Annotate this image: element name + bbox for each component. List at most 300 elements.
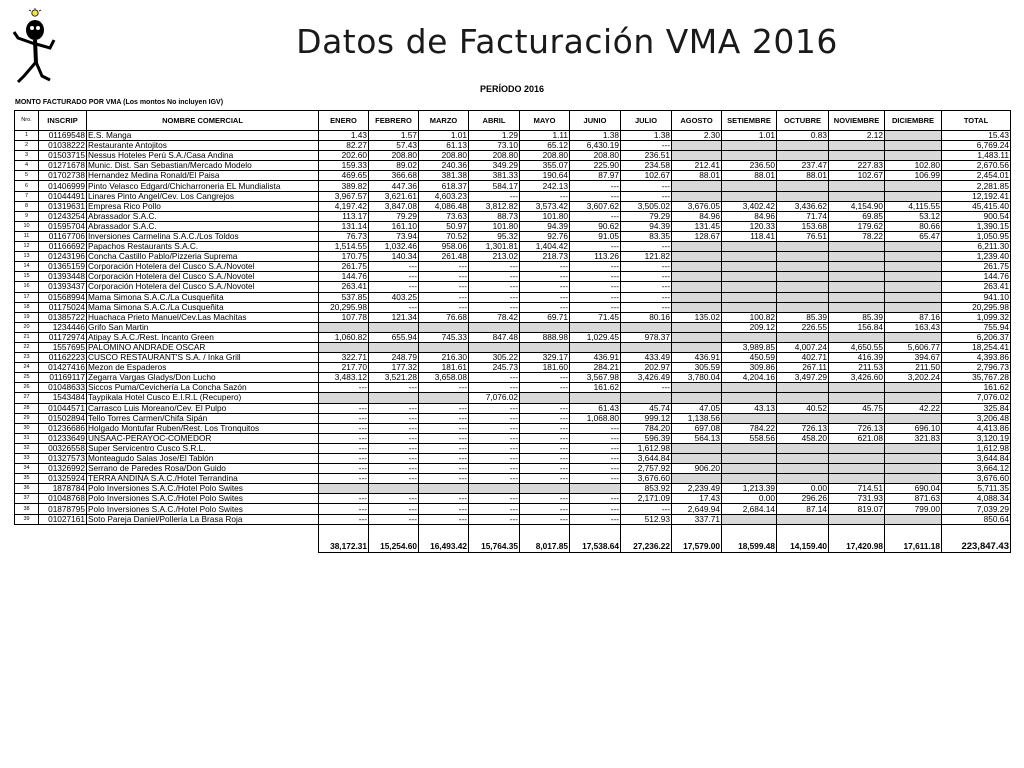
column-header: TOTAL xyxy=(942,111,1011,131)
table-cell: 113.17 xyxy=(319,211,369,221)
table-cell: Serrano de Paredes Rosa/Don Guido xyxy=(87,464,319,474)
table-cell: 225.90 xyxy=(570,161,621,171)
table-row xyxy=(15,242,1011,252)
table-cell: 43.13 xyxy=(722,403,777,413)
table-cell: 25 xyxy=(15,373,39,383)
table-row xyxy=(15,423,1011,433)
table-cell: 89.02 xyxy=(369,161,419,171)
table-cell: 7,039.29 xyxy=(942,504,1011,514)
table-cell: 140.34 xyxy=(369,252,419,262)
table-cell: 2,649.94 xyxy=(672,504,722,514)
table-cell: --- xyxy=(369,494,419,504)
table-cell: 349.29 xyxy=(469,161,520,171)
table-row xyxy=(15,151,1011,161)
table-cell: Abrassador S.A.C. xyxy=(87,221,319,231)
table-cell: 01427416 xyxy=(39,363,87,373)
table-cell: 263.41 xyxy=(942,282,1011,292)
table-cell xyxy=(469,322,520,332)
table-cell: 261.48 xyxy=(419,252,469,262)
table-cell xyxy=(319,484,369,494)
table-cell: --- xyxy=(469,403,520,413)
table-cell: --- xyxy=(469,302,520,312)
column-header: NOVIEMBRE xyxy=(829,111,885,131)
table-row xyxy=(15,282,1011,292)
column-header: NOMBRE COMERCIAL xyxy=(87,111,319,131)
table-cell: 1.01 xyxy=(722,131,777,141)
table-cell: 209.12 xyxy=(722,322,777,332)
table-cell: Abrassador S.A.C. xyxy=(87,211,319,221)
table-cell xyxy=(829,282,885,292)
table-cell: --- xyxy=(469,514,520,524)
table-cell: 8 xyxy=(15,201,39,211)
table-row xyxy=(15,433,1011,443)
table-cell: 3,676.60 xyxy=(621,474,672,484)
table-cell xyxy=(777,252,829,262)
table-cell: 888.98 xyxy=(520,332,570,342)
table-cell: --- xyxy=(570,494,621,504)
table-cell: 234.58 xyxy=(621,161,672,171)
table-cell: 42.22 xyxy=(885,403,942,413)
table-cell xyxy=(722,383,777,393)
table-cell: --- xyxy=(319,504,369,514)
table-cell: 3,664.12 xyxy=(942,464,1011,474)
table-row xyxy=(15,373,1011,383)
table-cell: E.S. Manga xyxy=(87,131,319,141)
table-cell: 2 xyxy=(15,141,39,151)
table-cell xyxy=(672,332,722,342)
table-cell xyxy=(672,454,722,464)
table-cell: 144.76 xyxy=(319,272,369,282)
table-cell xyxy=(469,342,520,352)
table-cell: 512.93 xyxy=(621,514,672,524)
table-cell: 245.73 xyxy=(469,363,520,373)
table-cell: 450.59 xyxy=(722,353,777,363)
table-cell xyxy=(672,302,722,312)
table-cell: 208.80 xyxy=(369,151,419,161)
table-cell: 0.00 xyxy=(722,494,777,504)
table-cell: 2,171.09 xyxy=(621,494,672,504)
table-cell: --- xyxy=(369,302,419,312)
table-cell xyxy=(885,151,942,161)
table-cell: --- xyxy=(369,403,419,413)
table-cell: 4,007.24 xyxy=(777,342,829,352)
table-cell: --- xyxy=(570,464,621,474)
table-cell: 38 xyxy=(15,504,39,514)
table-cell: --- xyxy=(469,433,520,443)
table-row xyxy=(15,383,1011,393)
table-cell: 1234446 xyxy=(39,322,87,332)
table-cell: 6,769.24 xyxy=(942,141,1011,151)
table-cell: 4,204.16 xyxy=(722,373,777,383)
table-row xyxy=(15,393,1011,403)
column-header: AGOSTO xyxy=(672,111,722,131)
table-cell: 01044571 xyxy=(39,403,87,413)
table-cell: 3,607.62 xyxy=(570,201,621,211)
table-cell: 53.12 xyxy=(885,211,942,221)
table-cell: 596.39 xyxy=(621,433,672,443)
table-cell: 1.29 xyxy=(469,131,520,141)
table-cell: 01702738 xyxy=(39,171,87,181)
table-cell: --- xyxy=(419,292,469,302)
table-cell: --- xyxy=(520,514,570,524)
table-cell xyxy=(621,393,672,403)
table-row xyxy=(15,332,1011,342)
table-cell: --- xyxy=(419,474,469,484)
table-cell: --- xyxy=(570,504,621,514)
table-cell: 01233649 xyxy=(39,433,87,443)
table-cell: 325.84 xyxy=(942,403,1011,413)
column-header: SETIEMBRE xyxy=(722,111,777,131)
table-cell xyxy=(722,292,777,302)
table-cell: 79.29 xyxy=(369,211,419,221)
table-cell: --- xyxy=(319,454,369,464)
table-cell: 19 xyxy=(15,312,39,322)
table-cell: 20,295.98 xyxy=(319,302,369,312)
month-total: 17,611.18 xyxy=(885,524,942,552)
table-cell: 697.08 xyxy=(672,423,722,433)
table-cell xyxy=(777,454,829,464)
table-cell: 745.33 xyxy=(419,332,469,342)
table-cell: --- xyxy=(369,383,419,393)
table-cell: 17 xyxy=(15,292,39,302)
month-total: 14,159.40 xyxy=(777,524,829,552)
header-row xyxy=(15,111,1011,131)
table-cell: 85.39 xyxy=(829,312,885,322)
table-cell: Mama Simona S.A.C./La Cusqueñita xyxy=(87,292,319,302)
column-header: DICIEMBRE xyxy=(885,111,942,131)
table-cell: 76.68 xyxy=(419,312,469,322)
table-cell xyxy=(777,332,829,342)
table-cell: 2,757.92 xyxy=(621,464,672,474)
table-cell: 23 xyxy=(15,353,39,363)
table-body xyxy=(15,131,1011,553)
table-cell: --- xyxy=(570,443,621,453)
table-cell xyxy=(570,322,621,332)
table-cell: --- xyxy=(469,454,520,464)
table-cell: 7 xyxy=(15,191,39,201)
table-row xyxy=(15,353,1011,363)
table-cell: 159.33 xyxy=(319,161,369,171)
table-cell: 564.13 xyxy=(672,433,722,443)
table-cell: 1,032.46 xyxy=(369,242,419,252)
table-cell: 01038222 xyxy=(39,141,87,151)
table-cell: 91.05 xyxy=(570,231,621,241)
table-cell: 237.47 xyxy=(777,161,829,171)
table-cell: 131.14 xyxy=(319,221,369,231)
table-cell: --- xyxy=(469,191,520,201)
table-cell xyxy=(419,342,469,352)
table-cell: 17.43 xyxy=(672,494,722,504)
table-cell: 90.62 xyxy=(570,221,621,231)
table-cell: 88.01 xyxy=(672,171,722,181)
table-cell: 47.05 xyxy=(672,403,722,413)
table-cell: --- xyxy=(520,504,570,514)
table-cell: 284.21 xyxy=(570,363,621,373)
table-cell: Polo Inversiones S.A.C./Hotel Polo Swites xyxy=(87,504,319,514)
table-cell: 208.80 xyxy=(419,151,469,161)
table-cell xyxy=(885,332,942,342)
month-total: 17,538.64 xyxy=(570,524,621,552)
table-cell: --- xyxy=(520,423,570,433)
table-cell xyxy=(672,272,722,282)
table-cell: 13 xyxy=(15,252,39,262)
table-cell: 87.97 xyxy=(570,171,621,181)
table-cell xyxy=(672,383,722,393)
table-cell xyxy=(319,342,369,352)
table-cell: Holgado Montufar Ruben/Rest. Los Tronquitos xyxy=(87,423,319,433)
table-cell xyxy=(722,474,777,484)
table-cell: 101.80 xyxy=(520,211,570,221)
table-cell xyxy=(722,282,777,292)
table-cell: 329.17 xyxy=(520,353,570,363)
table-cell: 227.83 xyxy=(829,161,885,171)
table-cell: --- xyxy=(621,504,672,514)
table-cell xyxy=(829,242,885,252)
table-cell: 10 xyxy=(15,221,39,231)
table-cell: 79.29 xyxy=(621,211,672,221)
table-cell: 784.22 xyxy=(722,423,777,433)
table-cell: 01044491 xyxy=(39,191,87,201)
table-cell: 1,612.98 xyxy=(621,443,672,453)
table-cell: 4,393.86 xyxy=(942,353,1011,363)
billing-table xyxy=(14,110,1011,553)
table-cell: --- xyxy=(520,443,570,453)
table-cell: 01243254 xyxy=(39,211,87,221)
table-cell: 1.57 xyxy=(369,131,419,141)
table-cell: 537.85 xyxy=(319,292,369,302)
table-row xyxy=(15,454,1011,464)
table-cell: --- xyxy=(570,454,621,464)
table-cell: --- xyxy=(319,403,369,413)
table-cell: 01162223 xyxy=(39,353,87,363)
table-cell: --- xyxy=(369,443,419,453)
table-cell: --- xyxy=(570,292,621,302)
table-cell xyxy=(722,252,777,262)
table-cell: --- xyxy=(621,191,672,201)
table-row xyxy=(15,484,1011,494)
table-cell: 32 xyxy=(15,443,39,453)
table-cell: 4,088.34 xyxy=(942,494,1011,504)
month-total: 16,493.42 xyxy=(419,524,469,552)
table-cell: 2.30 xyxy=(672,131,722,141)
table-cell: 3,505.02 xyxy=(621,201,672,211)
table-cell: Nessus Hoteles Perú S.A./Casa Andina xyxy=(87,151,319,161)
table-cell xyxy=(520,322,570,332)
table-cell: 305.59 xyxy=(672,363,722,373)
table-cell: 906.20 xyxy=(672,464,722,474)
table-row xyxy=(15,312,1011,322)
table-cell xyxy=(570,484,621,494)
table-cell: 45,415.40 xyxy=(942,201,1011,211)
table-cell: 61.43 xyxy=(570,403,621,413)
table-row xyxy=(15,272,1011,282)
table-cell xyxy=(722,393,777,403)
table-cell: 39 xyxy=(15,514,39,524)
table-cell: 01327573 xyxy=(39,454,87,464)
table-cell: --- xyxy=(570,262,621,272)
table-cell xyxy=(520,484,570,494)
table-cell: 714.51 xyxy=(829,484,885,494)
table-cell: 01175024 xyxy=(39,302,87,312)
table-cell xyxy=(672,181,722,191)
table-cell xyxy=(885,282,942,292)
table-cell xyxy=(621,322,672,332)
table-row xyxy=(15,191,1011,201)
table-cell: --- xyxy=(621,292,672,302)
table-cell: 18,254.41 xyxy=(942,342,1011,352)
table-cell: --- xyxy=(469,504,520,514)
table-row xyxy=(15,262,1011,272)
table-cell: 3,402.42 xyxy=(722,201,777,211)
table-cell xyxy=(672,252,722,262)
table-cell: --- xyxy=(419,302,469,312)
totals-blank-cell xyxy=(15,524,39,552)
table-cell: 01406999 xyxy=(39,181,87,191)
table-cell: --- xyxy=(419,383,469,393)
table-cell: 85.39 xyxy=(777,312,829,322)
table-cell: 22 xyxy=(15,342,39,352)
table-cell: --- xyxy=(419,433,469,443)
table-cell xyxy=(672,191,722,201)
table-cell: --- xyxy=(520,403,570,413)
table-cell: 87.16 xyxy=(885,312,942,322)
table-cell: 01236686 xyxy=(39,423,87,433)
table-cell xyxy=(722,191,777,201)
table-cell: 80.66 xyxy=(885,221,942,231)
table-cell: 01169117 xyxy=(39,373,87,383)
table-cell: 208.80 xyxy=(469,151,520,161)
table-cell xyxy=(885,383,942,393)
table-cell: --- xyxy=(621,272,672,282)
table-cell: 381.38 xyxy=(419,171,469,181)
table-cell xyxy=(885,413,942,423)
table-cell: Corporación Hotelera del Cusco S.A./Novotel xyxy=(87,262,319,272)
table-row xyxy=(15,252,1011,262)
table-cell xyxy=(885,191,942,201)
table-cell: 45.74 xyxy=(621,403,672,413)
table-cell: --- xyxy=(419,494,469,504)
table-cell: 469.65 xyxy=(319,171,369,181)
table-cell: 131.45 xyxy=(672,221,722,231)
table-cell: --- xyxy=(369,433,419,443)
table-cell: --- xyxy=(469,373,520,383)
table-cell: 92.76 xyxy=(520,231,570,241)
table-row xyxy=(15,161,1011,171)
table-cell: --- xyxy=(369,474,419,484)
table-cell xyxy=(829,443,885,453)
table-cell: 3,676.05 xyxy=(672,201,722,211)
table-cell: --- xyxy=(520,494,570,504)
table-cell xyxy=(885,474,942,484)
table-cell: --- xyxy=(520,373,570,383)
table-cell: 95.32 xyxy=(469,231,520,241)
table-cell xyxy=(672,474,722,484)
table-cell xyxy=(829,181,885,191)
table-cell: 33 xyxy=(15,454,39,464)
table-cell: 01393437 xyxy=(39,282,87,292)
table-cell: 1,390.15 xyxy=(942,221,1011,231)
table-cell: 389.82 xyxy=(319,181,369,191)
table-cell xyxy=(885,464,942,474)
table-cell xyxy=(722,413,777,423)
table-cell: 01167706 xyxy=(39,231,87,241)
table-cell xyxy=(419,393,469,403)
table-cell xyxy=(722,302,777,312)
table-cell: 01243196 xyxy=(39,252,87,262)
table-cell: 847.48 xyxy=(469,332,520,342)
table-cell: Hernandez Medina Ronald/El Paisa xyxy=(87,171,319,181)
table-cell xyxy=(722,262,777,272)
table-cell: 01568994 xyxy=(39,292,87,302)
table-cell: 31 xyxy=(15,433,39,443)
table-row xyxy=(15,494,1011,504)
table-cell: --- xyxy=(419,282,469,292)
table-cell xyxy=(722,443,777,453)
table-cell: 76.73 xyxy=(319,231,369,241)
table-cell: --- xyxy=(419,454,469,464)
table-cell: 4,115.55 xyxy=(885,201,942,211)
table-cell: --- xyxy=(369,454,419,464)
month-total: 38,172.31 xyxy=(319,524,369,552)
table-row xyxy=(15,403,1011,413)
table-cell: 83.35 xyxy=(621,231,672,241)
table-cell: 161.62 xyxy=(942,383,1011,393)
table-cell: 3,644.84 xyxy=(942,454,1011,464)
table-cell: 01169548 xyxy=(39,131,87,141)
table-cell: 1.38 xyxy=(570,131,621,141)
column-header: JUNIO xyxy=(570,111,621,131)
table-row xyxy=(15,363,1011,373)
table-cell: --- xyxy=(621,302,672,312)
table-cell: 2.12 xyxy=(829,131,885,141)
grand-total: 223,847.43 xyxy=(942,524,1011,552)
table-cell xyxy=(829,292,885,302)
table-cell: TERRA ANDINA S.A.C./Hotel Terrandina xyxy=(87,474,319,484)
table-cell: 107.78 xyxy=(319,312,369,322)
table-cell: 102.80 xyxy=(885,161,942,171)
table-cell: 01326992 xyxy=(39,464,87,474)
table-cell xyxy=(672,242,722,252)
table-cell xyxy=(777,141,829,151)
table-cell: --- xyxy=(469,474,520,484)
table-cell: 202.60 xyxy=(319,151,369,161)
table-row xyxy=(15,181,1011,191)
table-cell xyxy=(419,322,469,332)
table-cell xyxy=(829,141,885,151)
table-cell: --- xyxy=(319,514,369,524)
table-cell: 1,060.82 xyxy=(319,332,369,342)
table-cell: 156.84 xyxy=(829,322,885,332)
table-cell: --- xyxy=(520,292,570,302)
table-cell xyxy=(570,342,621,352)
table-cell: Atipay S.A.C./Rest. Incanto Green xyxy=(87,332,319,342)
table-cell: 3,426.49 xyxy=(621,373,672,383)
table-cell: 3,676.60 xyxy=(942,474,1011,484)
table-cell: 1 xyxy=(15,131,39,141)
table-cell xyxy=(829,332,885,342)
table-cell: 181.60 xyxy=(520,363,570,373)
table-cell: 436.91 xyxy=(570,353,621,363)
table-cell: Papachos Restaurants S.A.C. xyxy=(87,242,319,252)
table-cell: 18 xyxy=(15,302,39,312)
table-cell xyxy=(777,383,829,393)
table-cell: 76.51 xyxy=(777,231,829,241)
table-cell: --- xyxy=(419,464,469,474)
table-cell xyxy=(829,252,885,262)
table-cell: 236.50 xyxy=(722,161,777,171)
table-cell xyxy=(777,514,829,524)
table-cell: --- xyxy=(570,514,621,524)
